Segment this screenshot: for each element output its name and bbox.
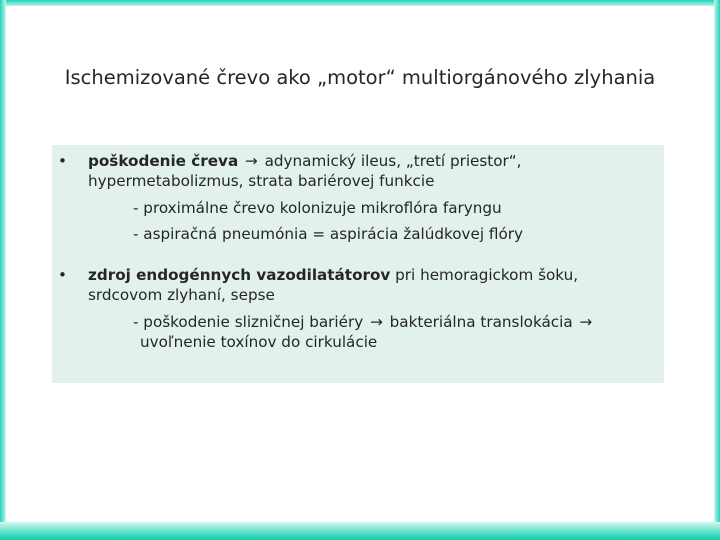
bullet-2-heading: zdroj endogénnych vazodilatátorov	[88, 266, 391, 284]
bullet-1-text: adynamický ileus, „tretí priestor“,	[264, 152, 522, 170]
arrow-right-icon: →	[579, 313, 593, 331]
slide-title: Ischemizované črevo ako „motor“ multiorgánového zlyhania	[64, 66, 656, 89]
frame-top	[0, 0, 720, 6]
bullet-1-line-1	[88, 152, 522, 172]
bullet-2-subitem-1	[133, 313, 594, 331]
bullet-2-text: pri hemoragickom šoku,	[395, 266, 579, 284]
bullet-2-subitem-line-2: uvoľnenie toxínov do cirkulácie	[140, 333, 378, 351]
frame-bottom	[0, 522, 720, 540]
arrow-right-icon: →	[370, 313, 383, 331]
bullet-2-line-1	[88, 266, 578, 286]
bullet-2-line-2: srdcovom zlyhaní, sepse	[88, 286, 275, 304]
bullet-1-subitem-2: - aspiračná pneumónia = aspirácia žalúdkovej flóry	[133, 225, 524, 243]
arrow-right-icon: →	[245, 152, 258, 170]
bullet-1-subitem-1: - proximálne črevo kolonizuje mikroflóra faryngu	[133, 199, 502, 217]
bullet-icon: •	[58, 152, 67, 170]
bullet-2-subitem-prefix: - poškodenie slizničnej bariéry	[133, 313, 364, 331]
bullet-1-heading: poškodenie čreva	[88, 152, 239, 170]
bullet-1-line-2: hypermetabolizmus, strata bariérovej funkcie	[88, 172, 435, 190]
bullet-2-subitem-middle: bakteriálna translokácia	[389, 313, 573, 331]
bullet-icon: •	[58, 266, 67, 284]
